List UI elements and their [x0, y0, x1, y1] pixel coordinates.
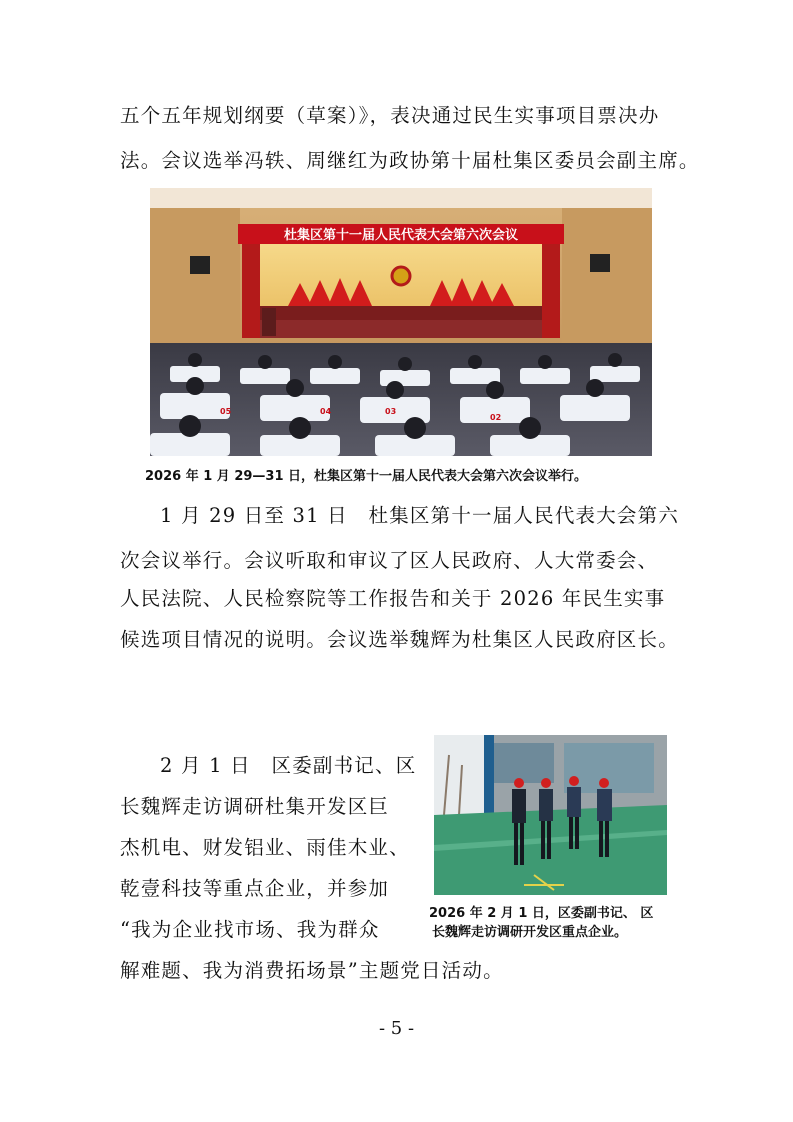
intro-line-1: 五个五年规划纲要（草案）》，表决通过民生实事项目票决办	[120, 104, 660, 127]
seat-number: 02	[490, 413, 502, 422]
para3-line-5: “我为企业找市场、我为群众	[120, 918, 380, 941]
factory-photo-caption-line-2: 长魏辉走访调研开发区重点企业。	[432, 925, 628, 940]
intro-line-2: 法。会议选举冯轶、周继红为政协第十届杜集区委员会副主席。	[120, 149, 700, 172]
factory-photo-caption-line-1: 2026 年 2 月 1 日，区委副书记、 区	[429, 906, 654, 921]
congress-photo-caption: 2026 年 1 月 29—31 日，杜集区第十一届人民代表大会第六次会议举行。	[145, 469, 588, 484]
para2-line-2: 次会议举行。会议听取和审议了区人民政府、人大常委会、	[120, 549, 659, 572]
para3-line-2: 长魏辉走访调研杜集开发区巨	[120, 795, 390, 818]
para2-line-3: 人民法院、人民检察院等工作报告和关于 2026 年民生实事	[120, 587, 666, 610]
para2-line-1: 1 月 29 日至 31 日 杜集区第十一届人民代表大会第六	[160, 504, 680, 527]
factory-visit-photo	[434, 735, 667, 895]
page-number: - 5 -	[378, 1018, 415, 1039]
seat-number: 05	[220, 407, 232, 416]
para3-line-1: 2 月 1 日 区委副书记、区	[160, 754, 417, 777]
congress-photo	[150, 188, 652, 456]
seat-number: 04	[320, 407, 332, 416]
para3-line-6: 解难题、我为消费拓场景”主题党日活动。	[120, 959, 504, 982]
para3-line-4: 乾壹科技等重点企业，并参加	[120, 877, 390, 900]
congress-banner: 杜集区第十一届人民代表大会第六次会议	[283, 228, 519, 243]
para2-line-4: 候选项目情况的说明。会议选举魏辉为杜集区人民政府区长。	[120, 628, 679, 651]
seat-number: 03	[385, 407, 397, 416]
para3-line-3: 杰机电、财发铝业、雨佳木业、	[120, 836, 410, 859]
